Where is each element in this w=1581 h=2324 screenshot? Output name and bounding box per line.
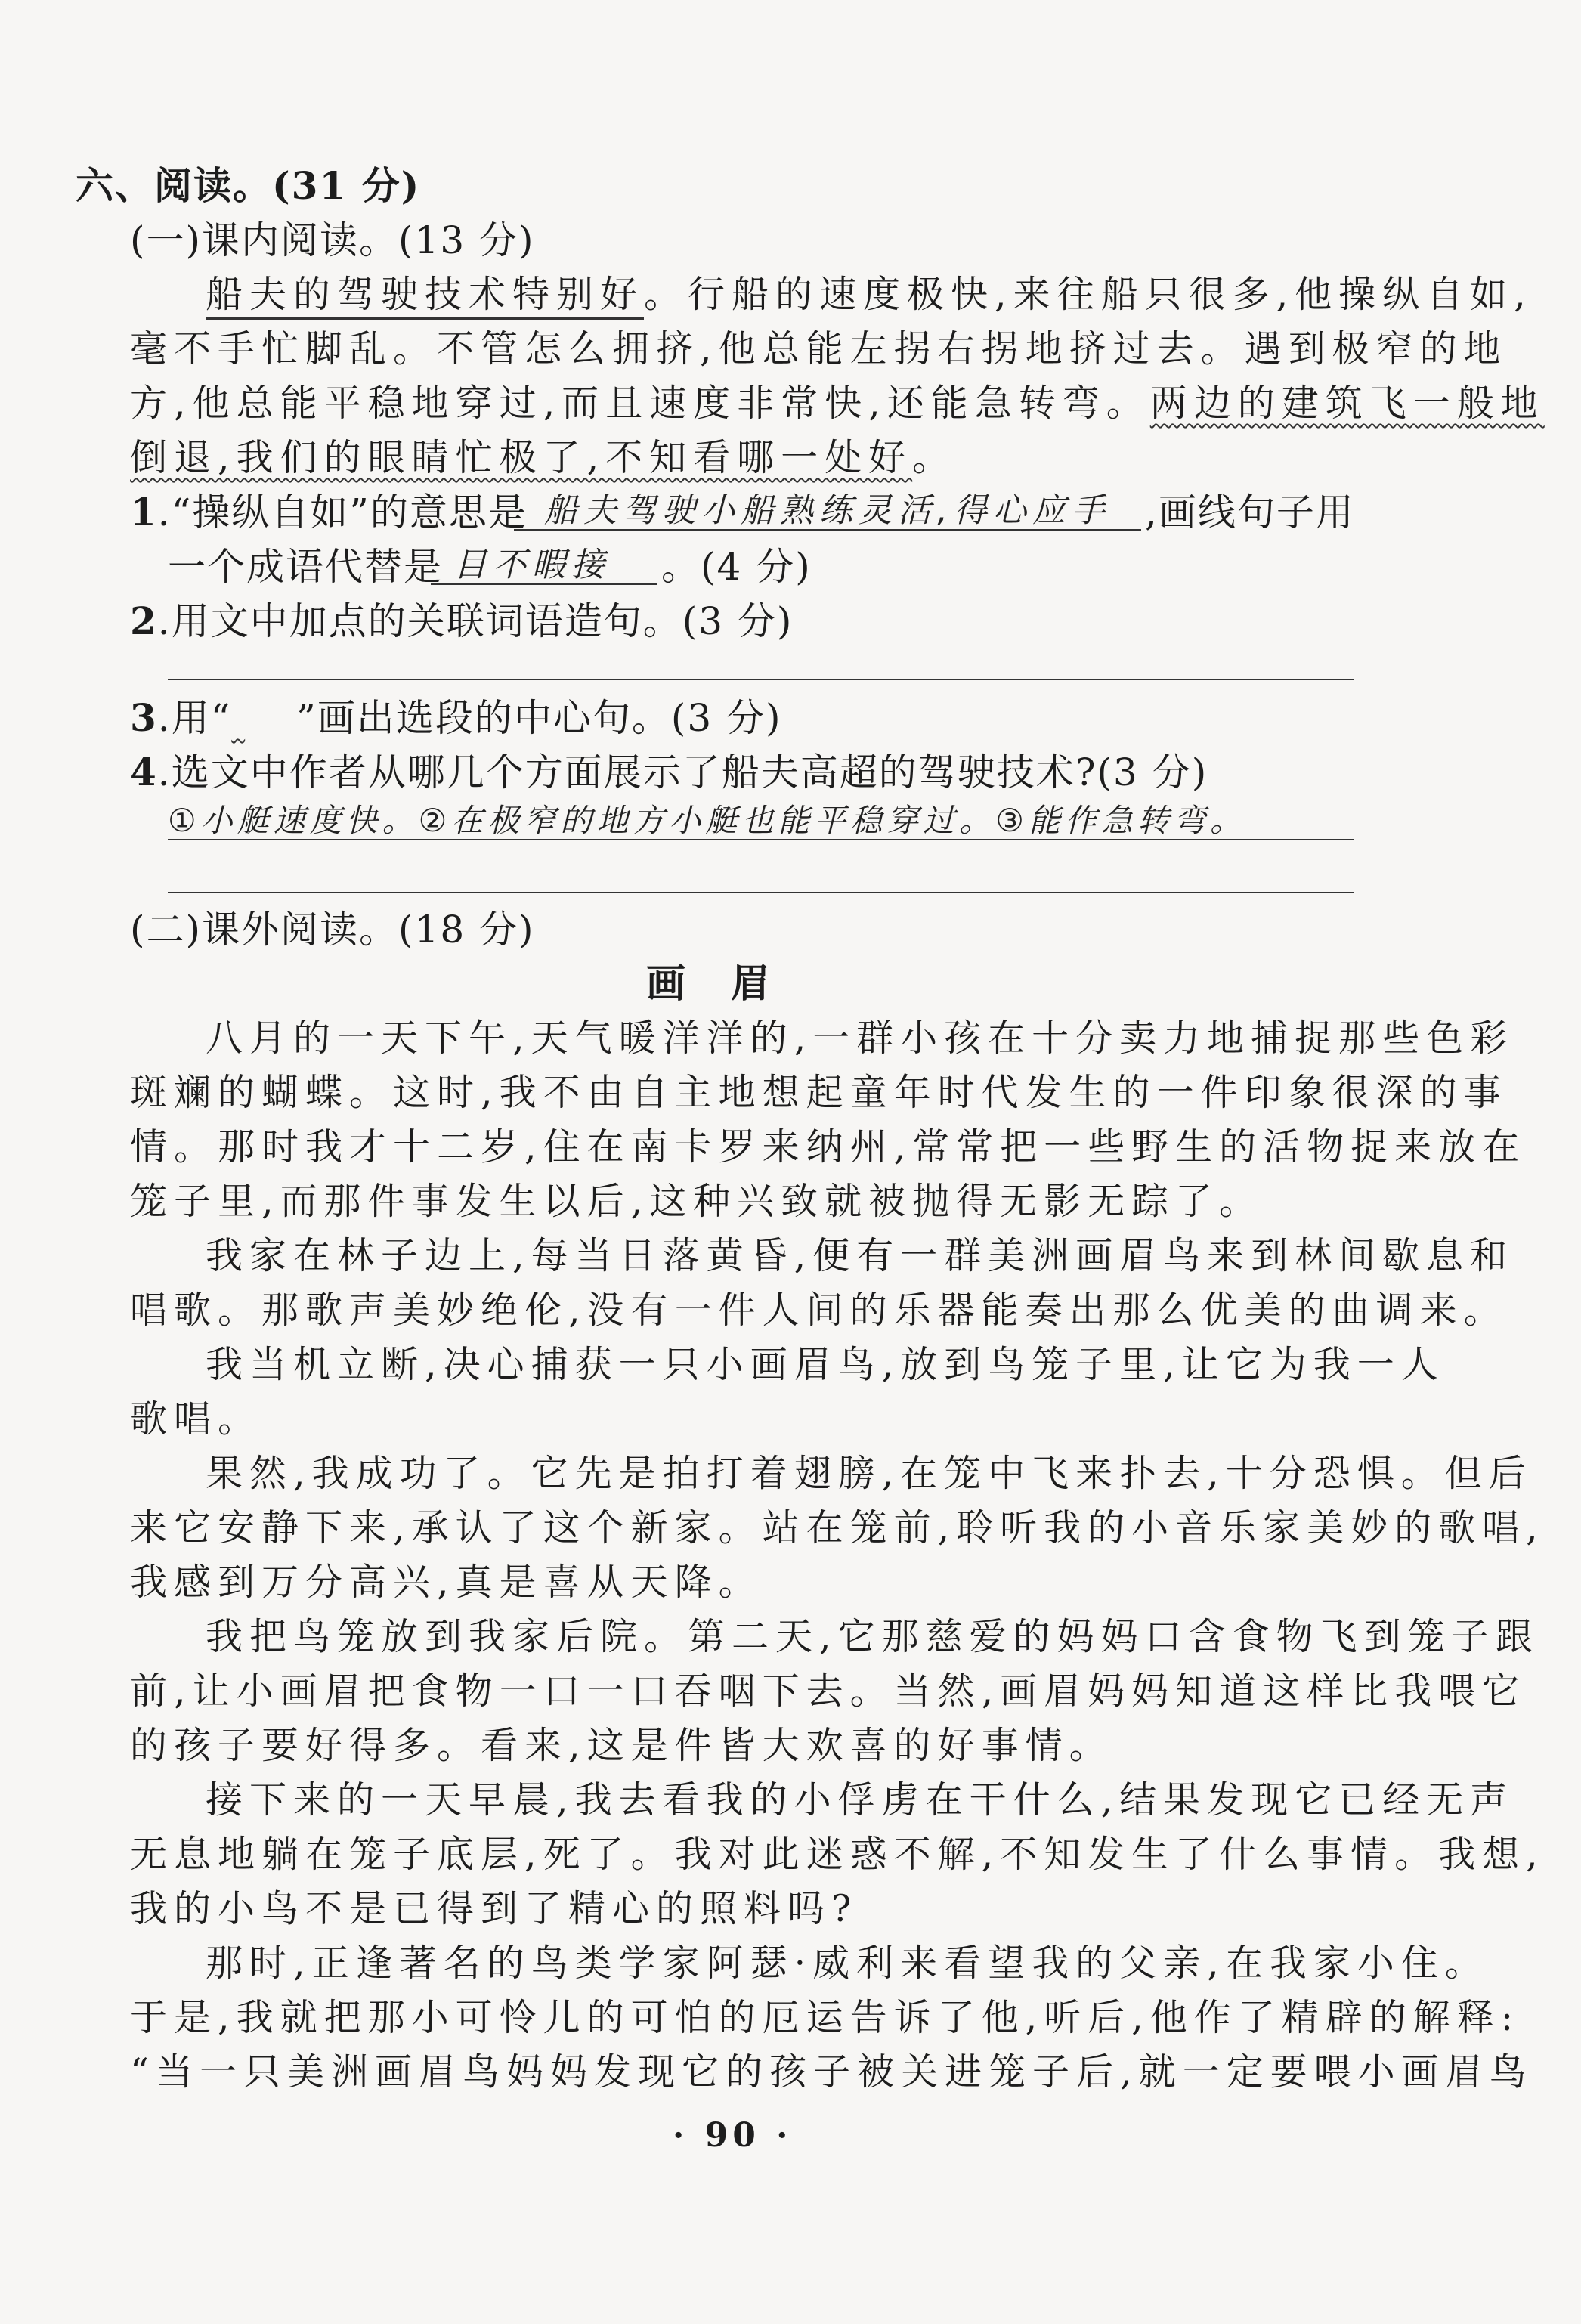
central-sentence-wavy-cont: 倒退,我们的眼睛忙极了,不知看哪一处好: [130, 436, 913, 479]
handwritten-answer-4: ①小艇速度快。②在极窄的地方小艇也能平稳穿过。③能作急转弯。: [168, 802, 1246, 839]
question-4: 4.选文中作者从哪几个方面展示了船夫高超的驾驶技术?(3 分): [130, 750, 1208, 794]
part1-heading: (一)课内阅读。(13 分): [130, 218, 535, 262]
article-line: 八月的一天下午,天气暖洋洋的,一群小孩在十分卖力地捕捉那些色彩: [206, 1017, 1514, 1060]
article-line: 我当机立断,决心捕获一只小画眉鸟,放到鸟笼子里,让它为我一人: [206, 1343, 1445, 1386]
handwritten-answer-1b: 目不暇接: [453, 546, 611, 584]
question-1-cont: ,画线句子用: [1145, 490, 1355, 534]
article-line: 斑斓的蝴蝶。这时,我不由自主地想起童年时代发生的一件印象很深的事: [130, 1071, 1508, 1114]
key-sentence-underlined: 船夫的驾驶技术特别好: [206, 273, 644, 320]
article-line: 我把鸟笼放到我家后院。第二天,它那慈爱的妈妈口含食物飞到笼子跟: [206, 1615, 1539, 1658]
page-number: · 90 ·: [673, 2116, 793, 2155]
part2-heading: (二)课外阅读。(18 分): [130, 908, 535, 952]
article-line: 前,让小画眉把食物一口一口吞咽下去。当然,画眉妈妈知道这样比我喂它: [130, 1670, 1527, 1713]
wavy-line-symbol: [231, 691, 296, 745]
article-line: 果然,我成功了。它先是拍打着翅膀,在笼中飞来扑去,十分恐惧。但后: [206, 1452, 1533, 1495]
handwritten-answer-1a: 船夫驾驶小船熟练灵活,得心应手: [544, 491, 1111, 530]
question-1-line-2: 一个成语代替是: [168, 545, 443, 589]
question-1: 1.“操纵自如”的意思是: [130, 490, 528, 534]
answer-line-4b[interactable]: [168, 892, 1354, 893]
question-3: 3.用“ ”画出选段的中心句。(3 分): [130, 691, 782, 745]
answer-line-2[interactable]: [168, 679, 1354, 680]
article-line: 那时,正逢著名的鸟类学家阿瑟·威利来看望我的父亲,在我家小住。: [206, 1942, 1489, 1985]
article-line: 歌唱。: [130, 1397, 262, 1441]
answer-line-4a: [168, 839, 1354, 840]
passage-line-2: 毫不手忙脚乱。不管怎么拥挤,他总能左拐右拐地挤过去。遇到极窄的地: [130, 327, 1508, 370]
question-2: 2.用文中加点的关联词语造句。(3 分): [130, 599, 794, 643]
section-heading: 六、阅读。(31 分): [76, 163, 421, 208]
article-line: 我家在林子边上,每当日落黄昏,便有一群美洲画眉鸟来到林间歇息和: [206, 1234, 1514, 1277]
central-sentence-wavy: 两边的建筑飞一般地: [1149, 382, 1545, 425]
passage-line-1: 船夫的驾驶技术特别好。行船的速度极快,来往船只很多,他操纵自如,: [206, 268, 1533, 322]
article-line: 来它安静下来,承认了这个新家。站在笼前,聆听我的小音乐家美妙的歌唱,: [130, 1506, 1545, 1549]
article-line: 我的小鸟不是已得到了精心的照料吗?: [130, 1887, 859, 1930]
article-line: 的孩子要好得多。看来,这是件皆大欢喜的好事情。: [130, 1724, 1113, 1767]
article-line: 唱歌。那歌声美妙绝伦,没有一件人间的乐器能奏出那么优美的曲调来。: [130, 1289, 1508, 1332]
article-line: 情。那时我才十二岁,住在南卡罗来纳州,常常把一些野生的活物捉来放在: [130, 1125, 1527, 1168]
passage-line-4: 倒退,我们的眼睛忙极了,不知看哪一处好。: [130, 436, 957, 479]
article-line: 笼子里,而那件事发生以后,这种兴致就被抛得无影无踪了。: [130, 1180, 1264, 1223]
question-1-score: 。(4 分): [661, 545, 812, 589]
article-line: “当一只美洲画眉鸟妈妈发现它的孩子被关进笼子后,就一定要喂小画眉鸟: [130, 2050, 1533, 2093]
passage-line-3: 方,他总能平稳地穿过,而且速度非常快,还能急转弯。两边的建筑飞一般地: [130, 382, 1545, 425]
article-line: 无息地躺在笼子底层,死了。我对此迷惑不解,不知发生了什么事情。我想,: [130, 1833, 1545, 1876]
article-title: 画眉: [646, 961, 816, 1007]
article-line: 于是,我就把那小可怜儿的可怕的厄运告诉了他,听后,他作了精辟的解释:: [130, 1996, 1521, 2039]
article-line: 接下来的一天早晨,我去看我的小俘虏在干什么,结果发现它已经无声: [206, 1778, 1514, 1821]
article-line: 我感到万分高兴,真是喜从天降。: [130, 1561, 763, 1604]
